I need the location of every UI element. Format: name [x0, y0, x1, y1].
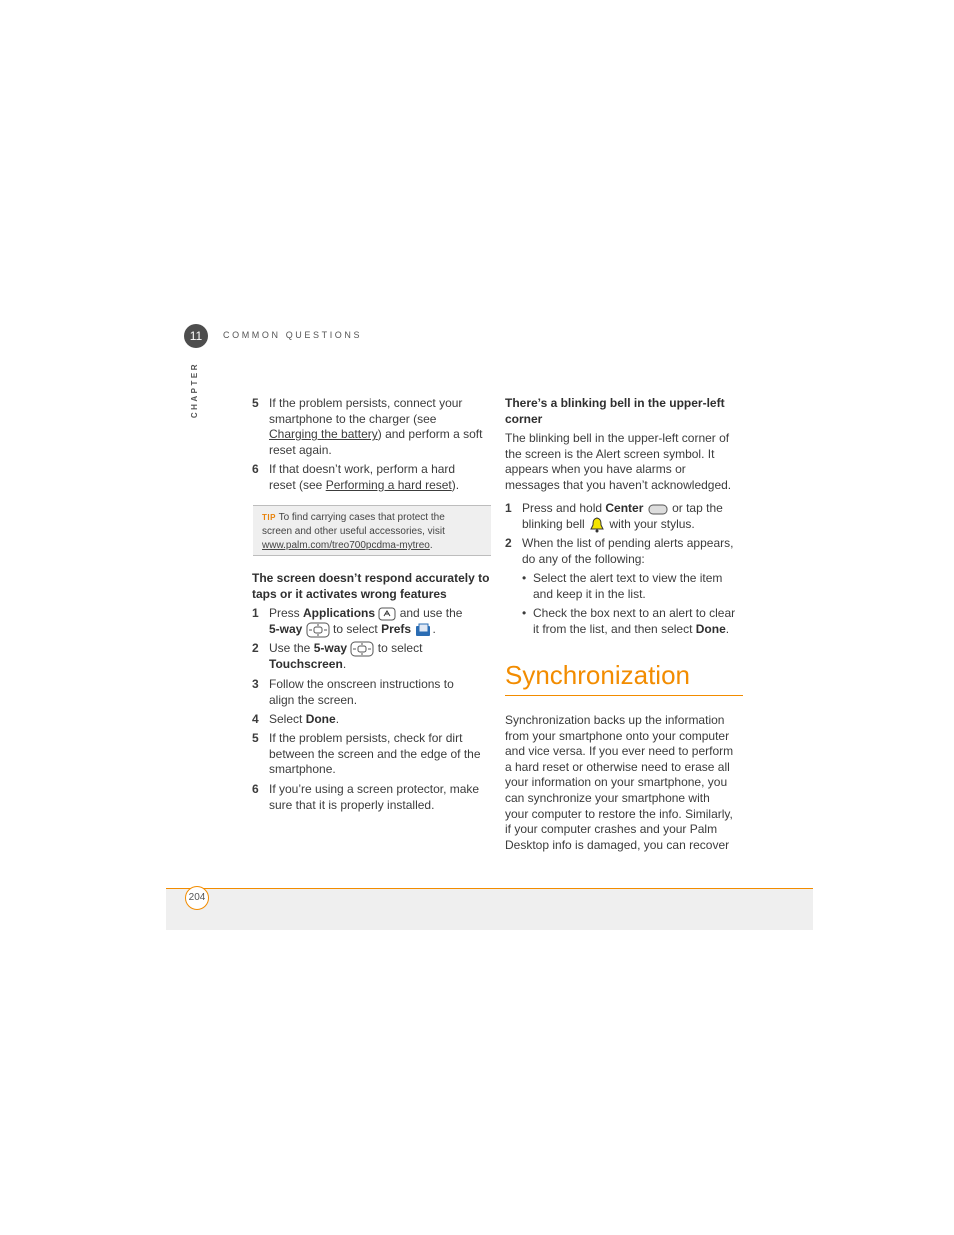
step-5-text: If the problem persists, connect your smartphone to the charger (see Charging the battery) and perform a soft reset again.: [269, 396, 483, 457]
step-number: 1: [505, 501, 512, 515]
step-number: 1: [252, 606, 259, 620]
step-4-text: Select Done.: [269, 712, 340, 726]
step-number: 6: [252, 462, 259, 476]
tip-box: TIP To find carrying cases that protect the screen and other useful accessories, visit www.palm.com/treo700pcdma-mytreo.: [253, 505, 491, 556]
blinking-bell-paragraph: The blinking bell in the upper-left corner of the screen is the Alert screen symbol. It appears when you have alarms or messages that you haven’t acknowledged.: [505, 431, 732, 492]
chapter-number-badge: 11: [184, 324, 208, 348]
subsection-heading: There’s a blinking bell in the upper-left corner: [505, 396, 725, 426]
center-button-icon: [647, 503, 669, 515]
page-number: 204: [185, 886, 209, 910]
step-number: 2: [252, 641, 259, 655]
tip-label: TIP: [262, 513, 276, 522]
step-3-text: Follow the onscreen instructions to align the screen.: [269, 677, 454, 707]
bullet-item: Check the box next to an alert to clear it from the list, and then select Done.: [533, 606, 736, 636]
subsection-heading: The screen doesn’t respond accurately to taps or it activates wrong features: [252, 571, 490, 601]
step-number: 3: [252, 677, 259, 691]
step-number: 5: [252, 731, 259, 745]
bullet: •: [522, 571, 527, 585]
step-5b-text: If the problem persists, check for dirt between the screen and the edge of the smartphone.: [269, 731, 481, 777]
hard-reset-link[interactable]: Performing a hard reset: [325, 477, 452, 492]
five-way-navigator-icon: [306, 622, 330, 638]
step-6-text: If that doesn’t work, perform a hard reset (see Performing a hard reset).: [269, 462, 460, 492]
bullet-item: Select the alert text to view the item and keep it in the list.: [533, 571, 723, 601]
right-step-1-text: Press and hold Center or tap the blinking bell with your stylus.: [522, 501, 723, 532]
step-2-text: Use the 5-way to select Touchscreen.: [269, 641, 423, 671]
step-number: 5: [252, 396, 259, 410]
bullet: •: [522, 606, 527, 620]
prefs-icon: [414, 623, 432, 637]
chapter-label: CHAPTER: [190, 362, 199, 419]
charging-battery-link[interactable]: Charging the battery: [269, 427, 378, 442]
right-step-2-text: When the list of pending alerts appears, do any of the following:: [522, 536, 734, 566]
running-head: COMMON QUESTIONS: [223, 330, 363, 340]
section-title: Synchronization: [505, 660, 690, 690]
five-way-navigator-icon: [350, 641, 374, 657]
step-number: 2: [505, 536, 512, 550]
step-number: 6: [252, 782, 259, 796]
step-number: 4: [252, 712, 259, 726]
step-1-text: Press Applications and use the 5-way to select Prefs .: [269, 606, 463, 637]
applications-icon: [378, 607, 396, 621]
footer-bar: [166, 888, 813, 930]
alert-bell-icon: [588, 517, 606, 533]
step-6b-text: If you’re using a screen protector, make sure that it is properly installed.: [269, 782, 480, 812]
synchronization-paragraph: Synchronization backs up the information from your smartphone onto your computer and vice versa. If you ever need to perform a hard reset or otherwise need to erase all your information on your smartphone, you can synchronize your smartphone with your computer to restore the info. Similarly, if your computer crashes and your Palm Desktop info is damaged, you can recover: [505, 713, 734, 852]
palm-accessories-link[interactable]: www.palm.com/treo700pcdma-mytreo: [262, 540, 430, 551]
section-rule: [505, 695, 743, 696]
